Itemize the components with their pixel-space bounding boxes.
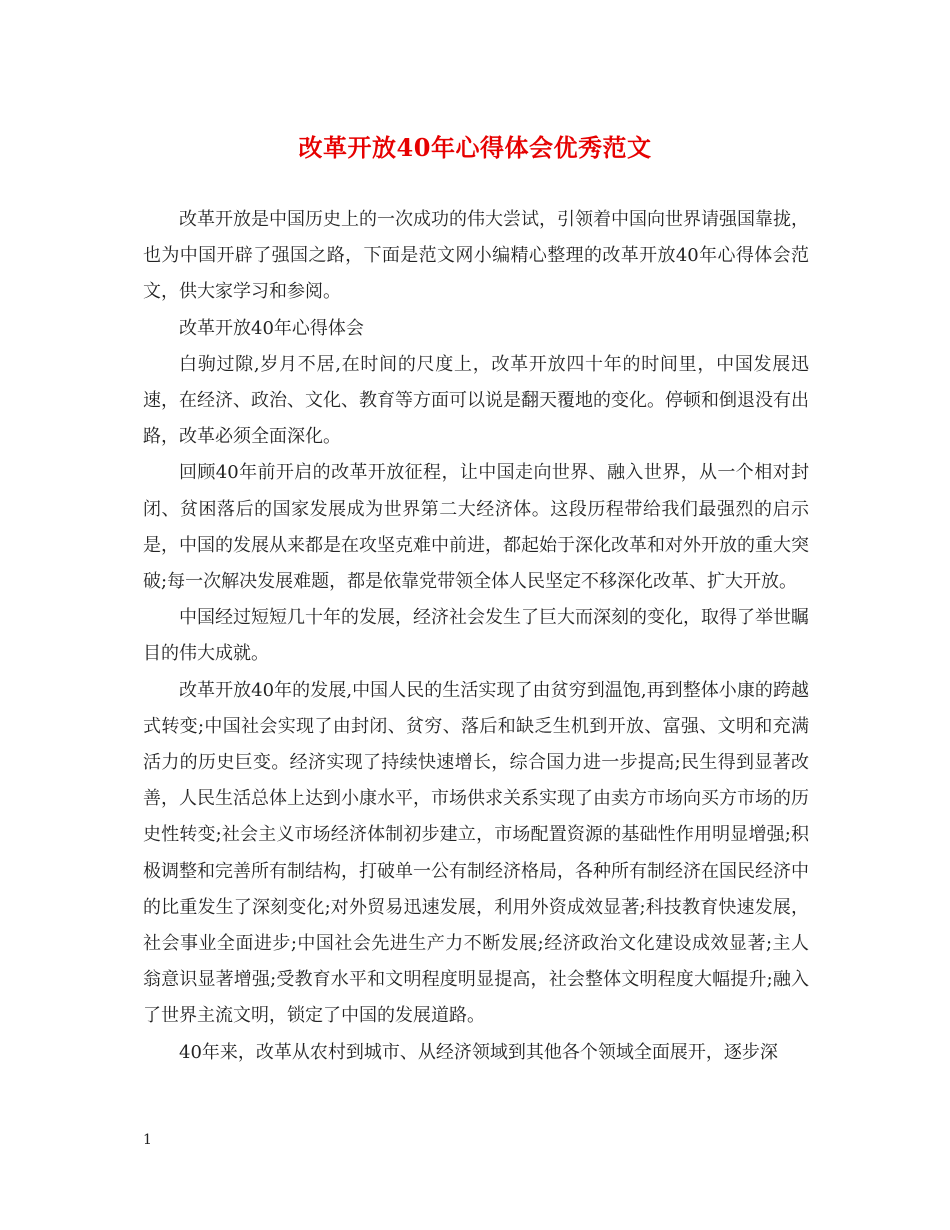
- section-heading: 改革开放40年心得体会: [179, 317, 364, 339]
- paragraph-intro: 改革开放是中国历史上的一次成功的伟大尝试，引领着中国向世界请强国靠拢，也为中国开辟了强国之路，下面是范文网小编精心整理的改革开放40年心得体会范文，供大家学习和参阅。: [143, 209, 809, 303]
- paragraph-2: 回顾40年前开启的改革开放征程，让中国走向世界、融入世界，从一个相对封闭、贫困落后的国家发展成为世界第二大经济体。这段历程带给我们最强烈的启示是，中国的发展从来都是在攻坚克难中前进，都起始于深化改革和对外开放的重大突破;每一次解决发展难题，都是依靠党带领全体人民坚定不移深化改革、扩大开放。: [143, 462, 809, 593]
- page-number: 1: [143, 1132, 152, 1148]
- paragraph-1: 白驹过隙,岁月不居,在时间的尺度上，改革开放四十年的时间里，中国发展迅速，在经济、政治、文化、教育等方面可以说是翻天覆地的变化。停顿和倒退没有出路，改革必须全面深化。: [143, 353, 809, 448]
- paragraph-5: 40年来，改革从农村到城市、从经济领域到其他各个领域全面展开，逐步深: [179, 1041, 778, 1063]
- paragraph-3: 中国经过短短几十年的发展，经济社会发生了巨大而深刻的变化，取得了举世瞩目的伟大成就。: [143, 607, 809, 665]
- document-title: 改革开放40年心得体会优秀范文: [298, 133, 652, 162]
- document-body: [143, 202, 809, 1071]
- paragraph-4: 改革开放40年的发展,中国人民的生活实现了由贫穷到温饱,再到整体小康的跨越式转变;中国社会实现了由封闭、贫穷、落后和缺乏生机到开放、富强、文明和充满活力的历史巨变。经济实现了持续快速增长，综合国力进一步提高;民生得到显著改善，人民生活总体上达到小康水平，市场供求关系实现了由卖方市场向买方市场的历史性转变;社会主义市场经济体制初步建立，市场配置资源的基础性作用明显增强;积极调整和完善所有制结构，打破单一公有制经济格局，各种所有制经济在国民经济中的比重发生了深刻变化;对外贸易迅速发展，利用外资成效显著;科技教育快速发展，社会事业全面进步;中国社会先进生产力不断发展;经济政治文化建设成效显著;主人翁意识显著增强;受教育水平和文明程度明显提高，社会整体文明程度大幅提升;融入了世界主流文明，锁定了中国的发展道路。: [143, 679, 809, 1027]
